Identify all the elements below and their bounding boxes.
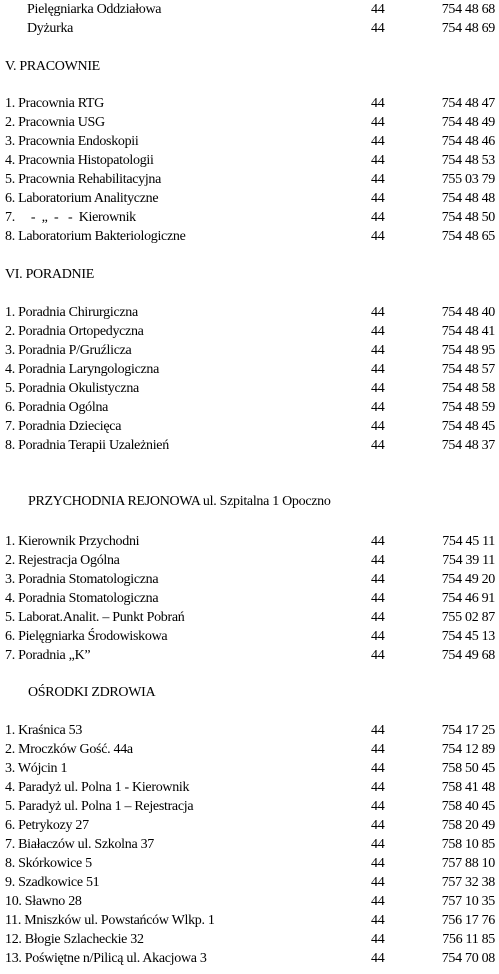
entry-phone: 754 48 49 (441, 115, 495, 130)
entry-phone: 758 41 48 (441, 780, 495, 795)
entry-phone: 754 48 48 (441, 191, 495, 206)
entry-phone: 754 48 47 (441, 96, 495, 111)
list-item (0, 778, 499, 797)
list-item (0, 646, 499, 665)
entry-phone: 754 48 95 (441, 343, 495, 358)
list-item (0, 589, 499, 608)
entry-code: 44 (371, 134, 385, 149)
entry-code: 44 (371, 875, 385, 890)
list-item (0, 532, 499, 551)
list-item (0, 835, 499, 854)
entry-phone: 757 10 35 (441, 894, 495, 909)
entry-phone: 754 48 53 (441, 153, 495, 168)
entry-phone: 754 49 68 (441, 648, 495, 663)
entry-phone: 754 48 57 (441, 362, 495, 377)
entry-phone: 756 11 85 (442, 932, 495, 947)
entry-name: 12. Błogie Szlacheckie 32 (5, 932, 144, 947)
entry-phone: 754 17 25 (441, 723, 495, 738)
entry-name: 2. Poradnia Ortopedyczna (5, 324, 144, 339)
entry-code: 44 (371, 648, 385, 663)
section-title: VI. PORADNIE (5, 267, 94, 282)
entry-phone: 754 48 68 (441, 2, 495, 17)
entry-name: 5. Pracownia Rehabilitacyjna (5, 172, 162, 187)
list-item (0, 151, 499, 170)
entry-code: 44 (371, 913, 385, 928)
list-item (0, 570, 499, 589)
entry-name: 1. Poradnia Chirurgiczna (5, 305, 138, 320)
list-item (0, 436, 499, 455)
list-item (0, 379, 499, 398)
entry-code: 44 (371, 400, 385, 415)
list-item (0, 892, 499, 911)
list-item (0, 740, 499, 759)
section-heading (0, 492, 499, 511)
entry-code: 44 (371, 2, 385, 17)
entry-name: 6. Laboratorium Analityczne (5, 191, 159, 206)
entry-phone: 758 10 85 (441, 837, 495, 852)
entry-phone: 754 45 13 (441, 629, 495, 644)
entry-name: 9. Szadkowice 51 (5, 875, 100, 890)
list-item (0, 721, 499, 740)
list-item (0, 113, 499, 132)
entry-code: 44 (371, 21, 385, 36)
entry-phone: 757 88 10 (441, 856, 495, 871)
entry-phone: 754 49 20 (441, 572, 495, 587)
entry-name: 10. Sławno 28 (5, 894, 82, 909)
entry-name: 6. Petrykozy 27 (5, 818, 89, 833)
entry-code: 44 (371, 932, 385, 947)
entry-code: 44 (371, 381, 385, 396)
entry-code: 44 (371, 856, 385, 871)
list-item (0, 608, 499, 627)
entry-phone: 754 45 11 (442, 534, 495, 549)
list-item (0, 360, 499, 379)
entry-phone: 757 32 38 (441, 875, 495, 890)
list-item (0, 873, 499, 892)
entry-code: 44 (371, 818, 385, 833)
entry-name: 6. Pielęgniarka Środowiskowa (5, 629, 168, 644)
entry-name: 4. Poradnia Laryngologiczna (5, 362, 160, 377)
entry-code: 44 (371, 723, 385, 738)
list-item (0, 930, 499, 949)
entry-name: 8. Laboratorium Bakteriologiczne (5, 229, 186, 244)
entry-name: 5. Laborat.Analit. – Punkt Pobrań (5, 610, 185, 625)
entry-code: 44 (371, 780, 385, 795)
entry-code: 44 (371, 172, 385, 187)
section-title: PRZYCHODNIA REJONOWA ul. Szpitalna 1 Opoczno (28, 494, 331, 509)
entry-phone: 754 48 65 (441, 229, 495, 244)
list-item (0, 797, 499, 816)
entry-code: 44 (371, 534, 385, 549)
section-title: V. PRACOWNIE (5, 59, 100, 74)
entry-name: 7. Białaczów ul. Szkolna 37 (5, 837, 154, 852)
list-item (0, 627, 499, 646)
entry-name: 8. Poradnia Terapii Uzależnień (5, 438, 169, 453)
list-item (0, 816, 499, 835)
entry-code: 44 (371, 153, 385, 168)
list-item (0, 208, 499, 227)
entry-name: 7. Poradnia Dziecięca (5, 419, 122, 434)
entry-code: 44 (371, 591, 385, 606)
entry-phone: 754 12 89 (441, 742, 495, 757)
entry-name: Dyżurka (27, 21, 74, 36)
entry-name: 7. Poradnia „K” (5, 648, 91, 663)
entry-phone: 754 48 40 (441, 305, 495, 320)
list-item (0, 911, 499, 930)
list-item (0, 0, 499, 19)
entry-phone: 754 70 08 (441, 951, 495, 966)
entry-phone: 758 50 45 (441, 761, 495, 776)
entry-name: 4. Paradyż ul. Polna 1 - Kierownik (5, 780, 190, 795)
entry-phone: 758 40 45 (441, 799, 495, 814)
list-item (0, 417, 499, 436)
entry-phone: 754 48 59 (441, 400, 495, 415)
entry-code: 44 (371, 761, 385, 776)
list-item (0, 227, 499, 246)
entry-name: 11. Mniszków ul. Powstańców Wlkp. 1 (5, 913, 215, 928)
entry-name: 1. Kraśnica 53 (5, 723, 83, 738)
entry-name: 2. Mroczków Gość. 44a (5, 742, 133, 757)
entry-name: 3. Poradnia Stomatologiczna (5, 572, 159, 587)
section-heading (0, 57, 499, 76)
entry-name: Pielęgniarka Oddziałowa (27, 2, 162, 17)
entry-code: 44 (371, 191, 385, 206)
entry-code: 44 (371, 343, 385, 358)
entry-phone: 755 03 79 (441, 172, 495, 187)
list-item (0, 759, 499, 778)
section-heading (0, 265, 499, 284)
entry-name: 1. Kierownik Przychodni (5, 534, 140, 549)
entry-name: 3. Pracownia Endoskopii (5, 134, 139, 149)
entry-name: 6. Poradnia Ogólna (5, 400, 109, 415)
entry-name: 5. Paradyż ul. Polna 1 – Rejestracja (5, 799, 194, 814)
entry-phone: 754 48 69 (441, 21, 495, 36)
entry-code: 44 (371, 742, 385, 757)
entry-phone: 756 17 76 (441, 913, 495, 928)
entry-code: 44 (371, 305, 385, 320)
list-item (0, 303, 499, 322)
entry-phone: 758 20 49 (441, 818, 495, 833)
entry-code: 44 (371, 324, 385, 339)
entry-name: 13. Poświętne n/Pilicą ul. Akacjowa 3 (5, 951, 207, 966)
list-item (0, 189, 499, 208)
entry-phone: 754 48 45 (441, 419, 495, 434)
entry-code: 44 (371, 799, 385, 814)
list-item (0, 551, 499, 570)
entry-phone: 754 48 41 (441, 324, 495, 339)
entry-phone: 754 48 37 (441, 438, 495, 453)
entry-phone: 754 48 58 (441, 381, 495, 396)
entry-code: 44 (371, 610, 385, 625)
entry-code: 44 (371, 572, 385, 587)
entry-code: 44 (371, 96, 385, 111)
entry-name: 4. Poradnia Stomatologiczna (5, 591, 159, 606)
entry-name: 3. Wójcin 1 (5, 761, 68, 776)
list-item (0, 341, 499, 360)
entry-code: 44 (371, 362, 385, 377)
entry-code: 44 (371, 419, 385, 434)
list-item (0, 322, 499, 341)
list-item (0, 949, 499, 968)
list-item (0, 170, 499, 189)
list-item (0, 398, 499, 417)
entry-name: 7. - „ - - Kierownik (5, 210, 136, 225)
entry-code: 44 (371, 553, 385, 568)
entry-phone: 754 39 11 (442, 553, 495, 568)
entry-phone: 755 02 87 (441, 610, 495, 625)
section-heading (0, 683, 499, 702)
entry-code: 44 (371, 894, 385, 909)
entry-code: 44 (371, 115, 385, 130)
list-item (0, 94, 499, 113)
list-item (0, 132, 499, 151)
entry-phone: 754 48 46 (441, 134, 495, 149)
entry-phone: 754 46 91 (441, 591, 495, 606)
entry-name: 8. Skórkowice 5 (5, 856, 92, 871)
entry-code: 44 (371, 837, 385, 852)
entry-name: 1. Pracownia RTG (5, 96, 104, 111)
entry-code: 44 (371, 629, 385, 644)
entry-name: 2. Rejestracja Ogólna (5, 553, 120, 568)
entry-code: 44 (371, 951, 385, 966)
section-title: OŚRODKI ZDROWIA (28, 685, 156, 700)
entry-code: 44 (371, 438, 385, 453)
entry-code: 44 (371, 210, 385, 225)
entry-name: 5. Poradnia Okulistyczna (5, 381, 139, 396)
list-item (0, 19, 499, 38)
entry-name: 2. Pracownia USG (5, 115, 105, 130)
list-item (0, 854, 499, 873)
entry-name: 4. Pracownia Histopatologii (5, 153, 154, 168)
entry-phone: 754 48 50 (441, 210, 495, 225)
entry-name: 3. Poradnia P/Gruźlicza (5, 343, 132, 358)
entry-code: 44 (371, 229, 385, 244)
